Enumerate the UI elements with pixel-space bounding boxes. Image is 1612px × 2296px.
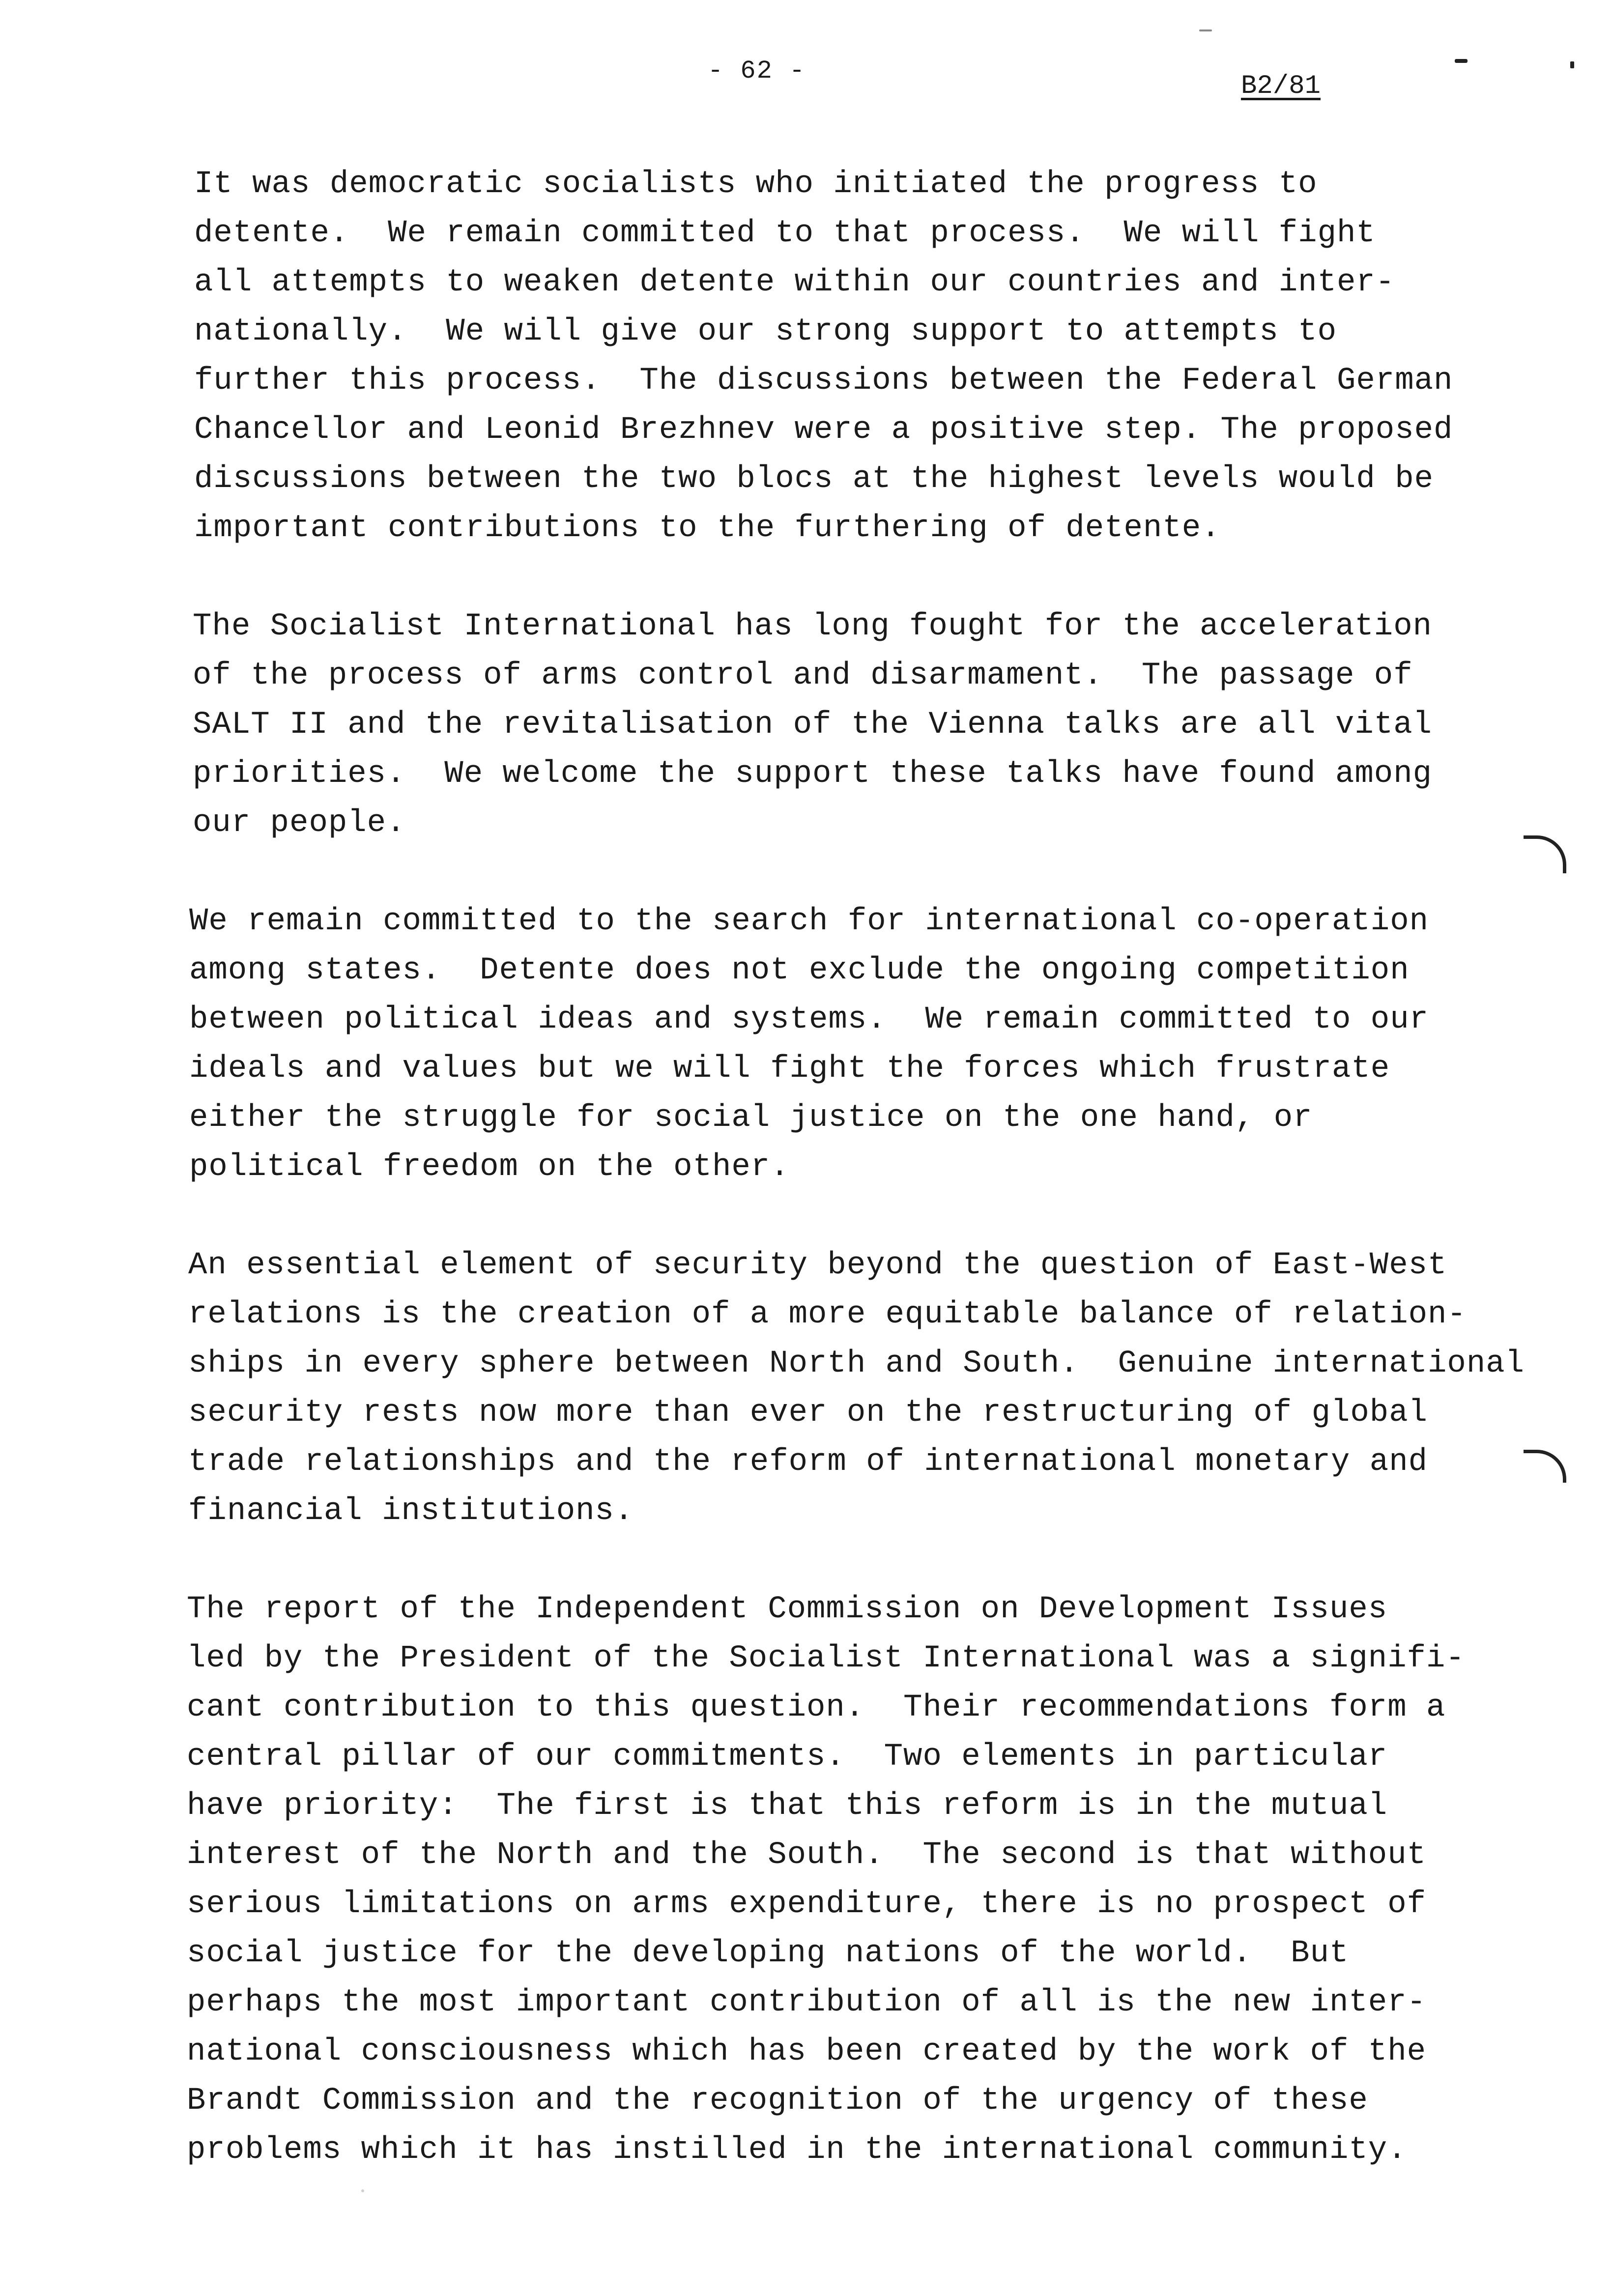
- body-paragraph: An essential element of security beyond the question of East-West relations is the creation of a more equitable balance of relation- ships in every sphere between North and South. Genuine international security rests now more than ever on the restructuring of global trade relationships and the reform of international monetary and financial institutions.: [188, 1248, 1525, 1529]
- body-paragraph: We remain committed to the search for international co-operation among states. Detente does not exclude the ongoing competition between political ideas and systems. We remain committed to our ideals and values but we will fight the forces which frustrate either the struggle for social justice on the one hand, or political freedom on the other.: [189, 904, 1429, 1185]
- page-number: - 62 -: [708, 57, 806, 86]
- scan-mark: [361, 2189, 364, 2192]
- margin-hook-mark: [1524, 835, 1566, 873]
- scan-mark: [1455, 59, 1468, 63]
- scan-mark: [1570, 61, 1574, 68]
- body-paragraph: The Socialist International has long fought for the acceleration of the process of arms control and disarmament. The passage of SALT II and the revitalisation of the Vienna talks are all vital priorities. We welcome the support these talks have found among our people.: [193, 609, 1432, 841]
- body-paragraph: It was democratic socialists who initiated the progress to detente. We remain committed to that process. We will fight all attempts to weaken detente within our countries and inter- nationally. We will give our strong support to attempts to further this process. The discussions between the Federal German Chancellor and Leonid Brezhnev were a positive step. The proposed discussions between the two blocs at the highest levels would be important contributions to the furthering of detente.: [194, 167, 1453, 546]
- body-paragraph: The report of the Independent Commission on Development Issues led by the President of the Socialist International was a signifi- cant contribution to this question. Their recommendations form a central pillar of our commitments. Two elements in particular have priority: The first is that this reform is in the mutual interest of the North and the South. The second is that without serious limitations on arms expenditure, there is no prospect of social justice for the developing nations of the world. But perhaps the most important contribution of all is the new inter- national consciousness which has been created by the work of the Brandt Commission and the recognition of the urgency of these problems which it has instilled in the international community.: [187, 1592, 1465, 2168]
- scan-mark: [1199, 29, 1212, 31]
- margin-hook-mark: [1524, 1450, 1566, 1483]
- document-reference: B2/81: [1241, 71, 1321, 101]
